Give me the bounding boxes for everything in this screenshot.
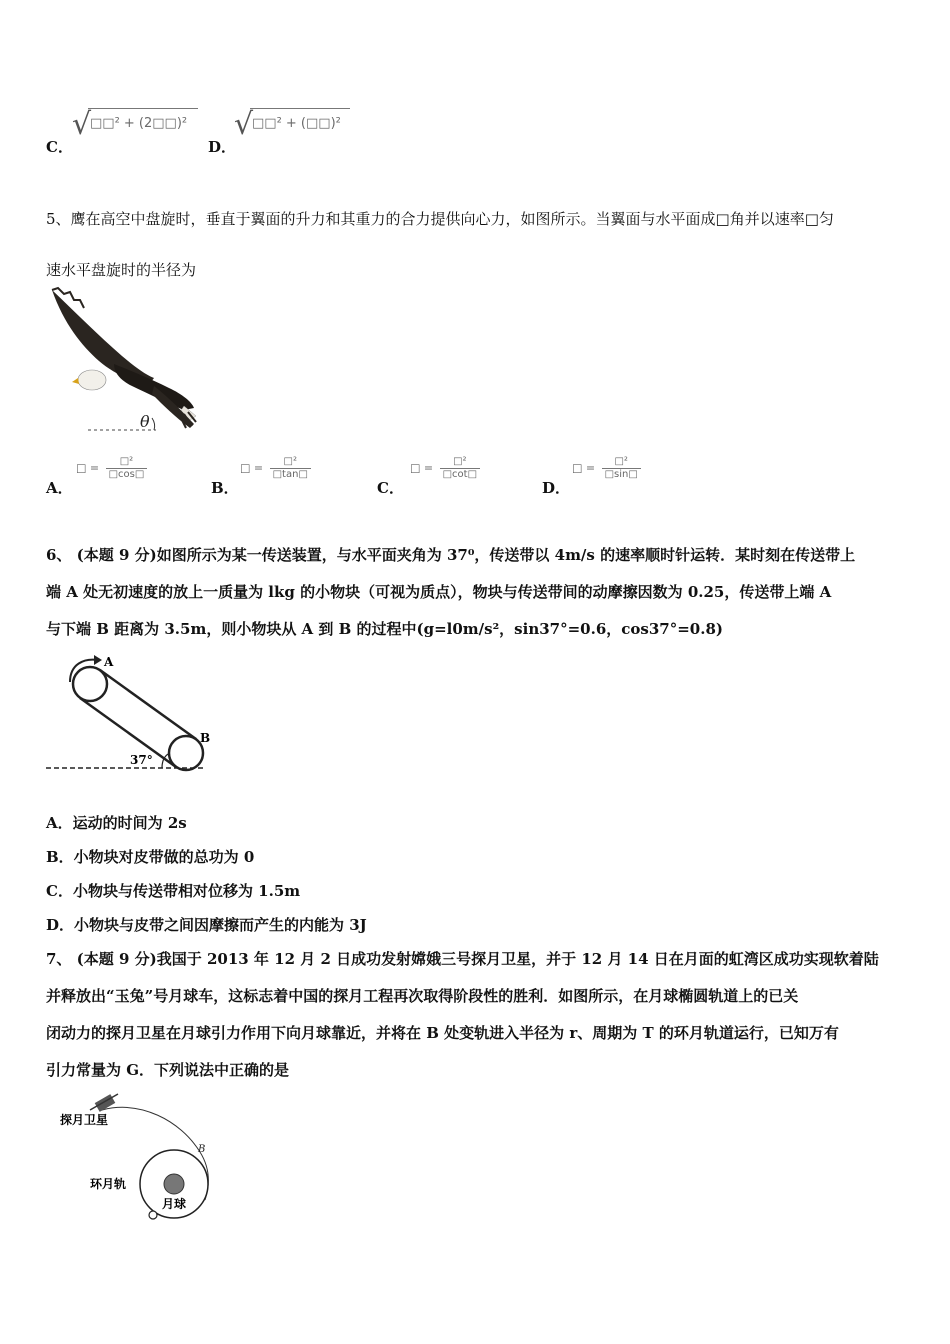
q6-option-b: B．小物块对皮带做的总功为 0 [46, 848, 255, 866]
q7-line-2: 并释放出“玉兔”号月球车，这标志着中国的探月工程再次取得阶段性的胜利．如图所示，在月球椭圆轨道上的已关 [46, 987, 799, 1005]
conveyor-angle-label: 37° [130, 753, 153, 767]
q7-line-4: 引力常量为 G．下列说法中正确的是 [46, 1061, 290, 1079]
option-d-label: D． [208, 138, 237, 156]
q6-option-c: C．小物块与传送带相对位移为 1.5m [46, 882, 301, 900]
q7-line-3: 闭动力的探月卫星在月球引力作用下向月球靠近，并将在 B 处变轨进入半径为 r、周期为 T 的环月轨道运行，已知万有 [46, 1024, 839, 1042]
q7-line-1: 7、 (本题 9 分)我国于 2013 年 12 月 2 日成功发射嫦娥三号探月卫星，并于 12 月 14 日在月面的虹湾区成功实现软着陆 [46, 950, 879, 968]
q5-option-d-label: D． [542, 479, 571, 497]
q5-option-a-formula: □ = $\frac{\text{□²}}{□\cos□}$ [76, 456, 147, 481]
lunar-label-moon: 月球 [162, 1197, 187, 1211]
eagle-angle-label: θ [140, 412, 150, 431]
q5-option-b-formula: □ = $\frac{\text{□²}}{□\tan□}$ [240, 456, 311, 481]
lunar-label-orbit: 环月轨 [90, 1177, 127, 1191]
option-d-formula: √ □□² + (□□)² [234, 102, 354, 146]
q5-option-a-label: A． [46, 479, 73, 497]
q5-option-d-formula: □ = $\frac{\text{□²}}{□\sin□}$ [572, 456, 641, 481]
q5-option-c-label: C． [377, 479, 404, 497]
conveyor-figure [44, 650, 224, 776]
conveyor-label-a: A [104, 655, 114, 669]
lunar-label-b: B [198, 1144, 206, 1155]
q5-option-c-formula: □ = $\frac{\text{□²}}{□\cot□}$ [410, 456, 480, 481]
option-c-label: C． [46, 138, 73, 156]
conveyor-label-b: B [200, 731, 211, 745]
q6-line-3: 与下端 B 距离为 3.5m，则小物块从 A 到 B 的过程中(g=l0m/s²，sin37°=0.6，cos37°=0.8) [46, 620, 723, 638]
option-c-formula: √ □□² + (2□□)² [72, 102, 202, 146]
q5-line-2: 速水平盘旋时的半径为 [46, 261, 197, 279]
q5-option-b-label: B． [211, 479, 239, 497]
lunar-orbit-figure [60, 1090, 230, 1230]
lunar-label-satellite: 探月卫星 [60, 1113, 109, 1127]
q6-line-1: 6、 (本题 9 分)如图所示为某一传送装置，与水平面夹角为 37⁰，传送带以 4m/s 的速率顺时针运转．某时刻在传送带上 [46, 546, 856, 564]
q6-option-a: A．运动的时间为 2s [46, 814, 187, 832]
q6-line-2: 端 A 处无初速度的放上一质量为 lkg 的小物块（可视为质点），物块与传送带间的动摩擦因数为 0.25，传送带上端 A [46, 583, 832, 601]
q6-option-d: D．小物块与皮带之间因摩擦而产生的内能为 3J [46, 916, 367, 934]
eagle-figure [44, 286, 204, 436]
q5-line-1: 5、鹰在高空中盘旋时，垂直于翼面的升力和其重力的合力提供向心力，如图所示。当翼面与水平面成□角并以速率□匀 [46, 210, 834, 228]
